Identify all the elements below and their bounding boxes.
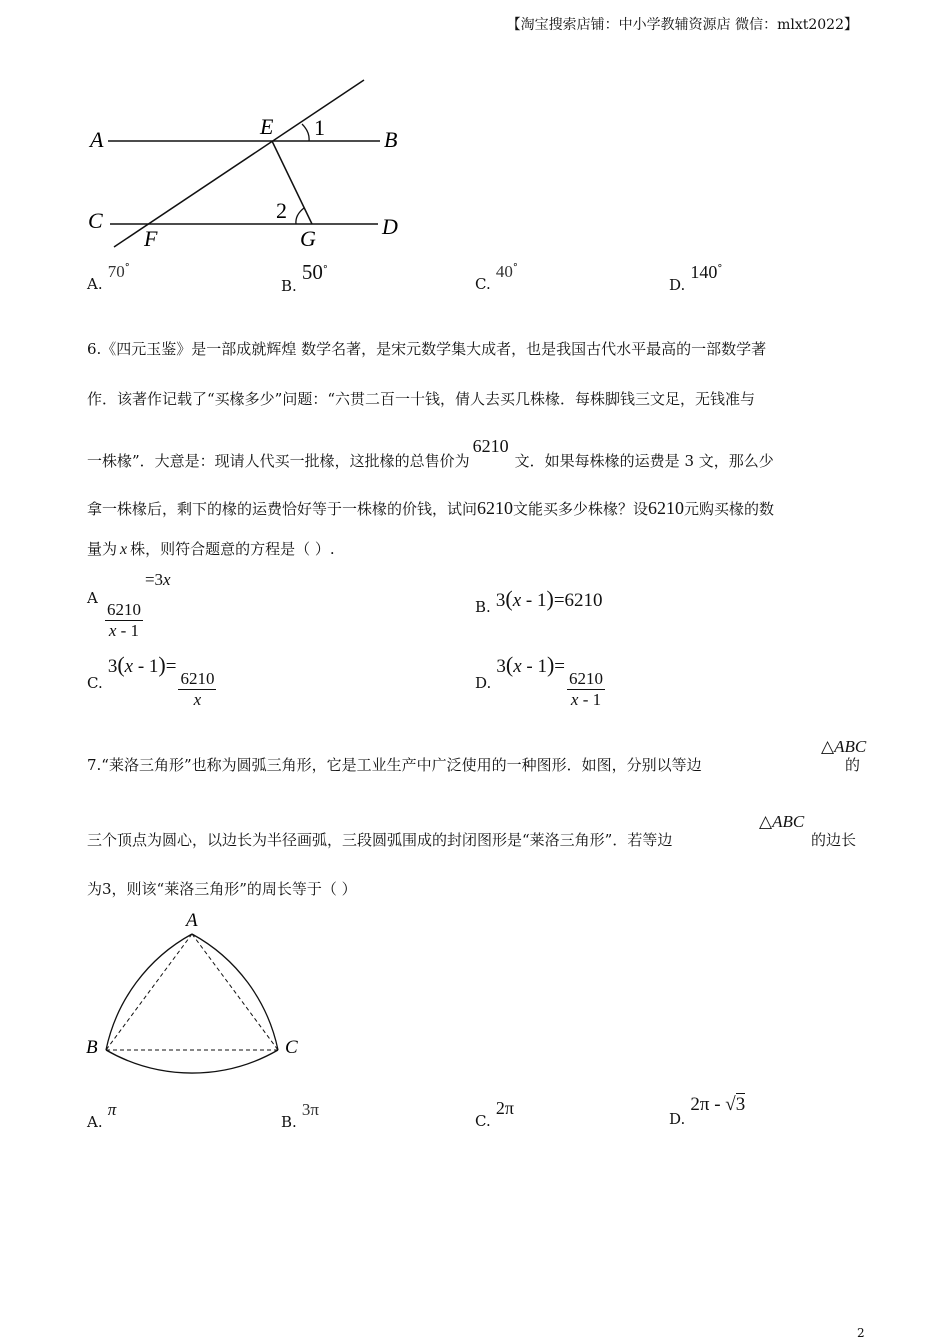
denominator-rest: - 1 — [116, 621, 140, 640]
expr-var: x — [513, 656, 522, 677]
option-letter: B. — [281, 1113, 297, 1131]
transversal-ef — [114, 80, 364, 247]
q7-line-2-end: 的边长 — [811, 831, 857, 849]
option-value: 40 — [495, 262, 513, 281]
side-ac — [192, 934, 278, 1050]
label-b: B — [384, 127, 398, 152]
expr-rparen: ) — [546, 586, 554, 611]
label-d: D — [382, 214, 398, 239]
fraction — [105, 600, 143, 641]
label-c: C — [88, 208, 103, 233]
option-letter: A. — [87, 1113, 103, 1131]
expr-lparen: ( — [505, 652, 514, 677]
triangle-symbol: △ — [759, 812, 773, 831]
expr-eq: = — [554, 656, 565, 677]
denominator-rest: - 1 — [578, 690, 602, 709]
label-a: A — [90, 127, 104, 152]
expr-coef: 3 — [495, 590, 506, 611]
expr-coef: 3 — [496, 656, 506, 677]
q7-option-d[interactable] — [669, 1094, 745, 1128]
triangle-name: ABC — [834, 737, 867, 756]
radicand: 3 — [735, 1094, 746, 1115]
q6-line-4-text-a: 拿一株椽后，剩下的椽的运费恰好等于一株椽的价钱，试问 — [87, 500, 478, 518]
q7-option-c[interactable] — [475, 1098, 514, 1130]
degree-symbol: ° — [322, 264, 328, 276]
q5-option-d[interactable] — [669, 262, 722, 294]
denominator-var: x — [108, 621, 117, 640]
triangle-symbol: △ — [821, 737, 835, 756]
degree-symbol: ° — [512, 262, 518, 274]
vertex-c-label: C — [285, 1037, 298, 1058]
denominator — [569, 690, 603, 710]
option-value: 140 — [690, 262, 718, 282]
rhs-var: x — [163, 570, 171, 589]
q6-line-4 — [87, 498, 774, 519]
angle-1-arc — [302, 124, 309, 141]
option-value: 3π — [301, 1100, 319, 1119]
side-ab — [106, 934, 192, 1050]
option-letter: B. — [281, 277, 297, 295]
q6-line-4-text-c: 元购买椽的数 — [684, 500, 775, 518]
option-letter: D. — [475, 674, 492, 692]
expr-rparen: ) — [546, 652, 555, 677]
degree-symbol: ° — [717, 263, 723, 275]
expr-var: x — [124, 656, 134, 677]
option-letter: D. — [669, 1110, 686, 1128]
vertex-b-label: B — [86, 1037, 98, 1058]
expr-lparen: ( — [117, 652, 125, 677]
q6-option-c[interactable] — [87, 652, 218, 710]
option-letter: D. — [669, 276, 686, 294]
expr-rest: - 1 — [133, 656, 159, 677]
q6-line-3-text-a: 一株椽”．大意是：现请人代买一批椽，这批椽的总售价为 — [87, 452, 470, 470]
fraction — [178, 669, 216, 710]
q6-line-5-text-b: 株，则符合题意的方程是（ ）. — [130, 540, 335, 558]
option-letter: A. — [87, 275, 103, 293]
expr-var: x — [512, 590, 522, 611]
q6-line-4-text-b: 文能买多少株椽？设 — [513, 500, 649, 518]
q7-line-1: 7.“莱洛三角形”也称为圆弧三角形，它是工业生产中广泛使用的一种图形．如图，分别以等边 — [87, 756, 702, 774]
price-6210-b: 6210 — [648, 498, 685, 518]
parallel-lines-figure — [80, 72, 420, 262]
q6-line-5-text-a: 量为 — [87, 540, 118, 558]
q6-line-3 — [87, 436, 774, 476]
option-value: π — [107, 1100, 117, 1119]
option-letter: B. — [475, 598, 491, 616]
vertex-a-label: A — [186, 910, 198, 931]
price-6210-a: 6210 — [477, 498, 514, 518]
total-price-6210: 6210 — [472, 436, 509, 456]
q7-line-1-end: 的 — [845, 756, 861, 774]
option-letter: C. — [475, 1112, 491, 1130]
q6-line-1: 6.《四元玉鉴》是一部成就辉煌 数学名著，是宋元数学集大成者，也是我国古代水平最高的一部数学著 — [87, 340, 767, 358]
q6-option-d[interactable] — [475, 652, 607, 710]
q6-line-3-text-b: 文．如果每株椽的运费是 3 文，那么少 — [514, 452, 774, 470]
option-value: 70 — [107, 262, 125, 281]
option-value: 2π — [495, 1098, 514, 1118]
expr-eq: = — [165, 656, 177, 677]
denominator-var: x — [193, 690, 202, 709]
option-letter: C. — [87, 674, 103, 692]
sqrt-sign: √ — [725, 1094, 736, 1115]
variable-x: x — [120, 541, 128, 558]
degree-symbol: ° — [124, 262, 130, 274]
denominator — [107, 621, 141, 641]
q7-option-b[interactable] — [281, 1100, 319, 1131]
expr-coef: 3 — [107, 656, 118, 677]
label-angle-1: 1 — [314, 115, 325, 140]
q5-option-c[interactable] — [475, 262, 518, 293]
page-number: 2 — [857, 1326, 865, 1340]
page-header: 【淘宝搜索店铺：中小学教辅资源店 微信：mlxt2022】 — [506, 17, 858, 33]
option-value: 50 — [301, 260, 323, 284]
q6-option-a[interactable] — [87, 570, 171, 641]
label-g: G — [300, 226, 316, 251]
option-letter: C. — [475, 275, 491, 293]
expr-rhs: =6210 — [553, 590, 603, 611]
fraction — [567, 669, 605, 710]
arc-bc — [106, 1050, 278, 1073]
option-letter: A — [87, 589, 98, 607]
numerator: 6210 — [106, 600, 141, 619]
rhs: =3 — [144, 570, 164, 589]
q6-line-2: 作．该著作记载了“买椽多少”问题：“六贯二百一十钱，倩人去买几株椽．每株脚钱三文足，无钱准与 — [87, 390, 756, 408]
q6-option-b[interactable] — [475, 586, 603, 616]
expr-rest: - 1 — [521, 656, 547, 677]
q6-line-5 — [87, 538, 335, 559]
q7-line-2: 三个顶点为圆心，以边长为半径画弧，三段圆弧围成的封闭图形是“莱洛三角形”．若等边 — [87, 831, 673, 849]
triangle-name: ABC — [772, 812, 805, 831]
numerator: 6210 — [180, 669, 215, 688]
expr-rparen: ) — [158, 652, 166, 677]
denominator-var: x — [570, 690, 579, 709]
numerator: 6210 — [569, 669, 603, 688]
reuleaux-triangle-figure — [80, 904, 320, 1076]
q7-line-3: 为3，则该“莱洛三角形”的周长等于（ ） — [87, 880, 357, 898]
option-value: 2π - — [690, 1094, 726, 1115]
q5-option-b[interactable] — [281, 260, 328, 295]
angle-2-arc — [296, 208, 304, 224]
q7-option-a[interactable] — [87, 1100, 116, 1131]
q5-option-a[interactable] — [87, 262, 130, 293]
label-angle-2: 2 — [276, 198, 287, 223]
triangle-abc-2 — [759, 812, 804, 832]
expr-lparen: ( — [505, 586, 513, 611]
expr-rest: - 1 — [521, 590, 547, 611]
label-e: E — [260, 114, 274, 139]
label-f: F — [144, 226, 158, 251]
